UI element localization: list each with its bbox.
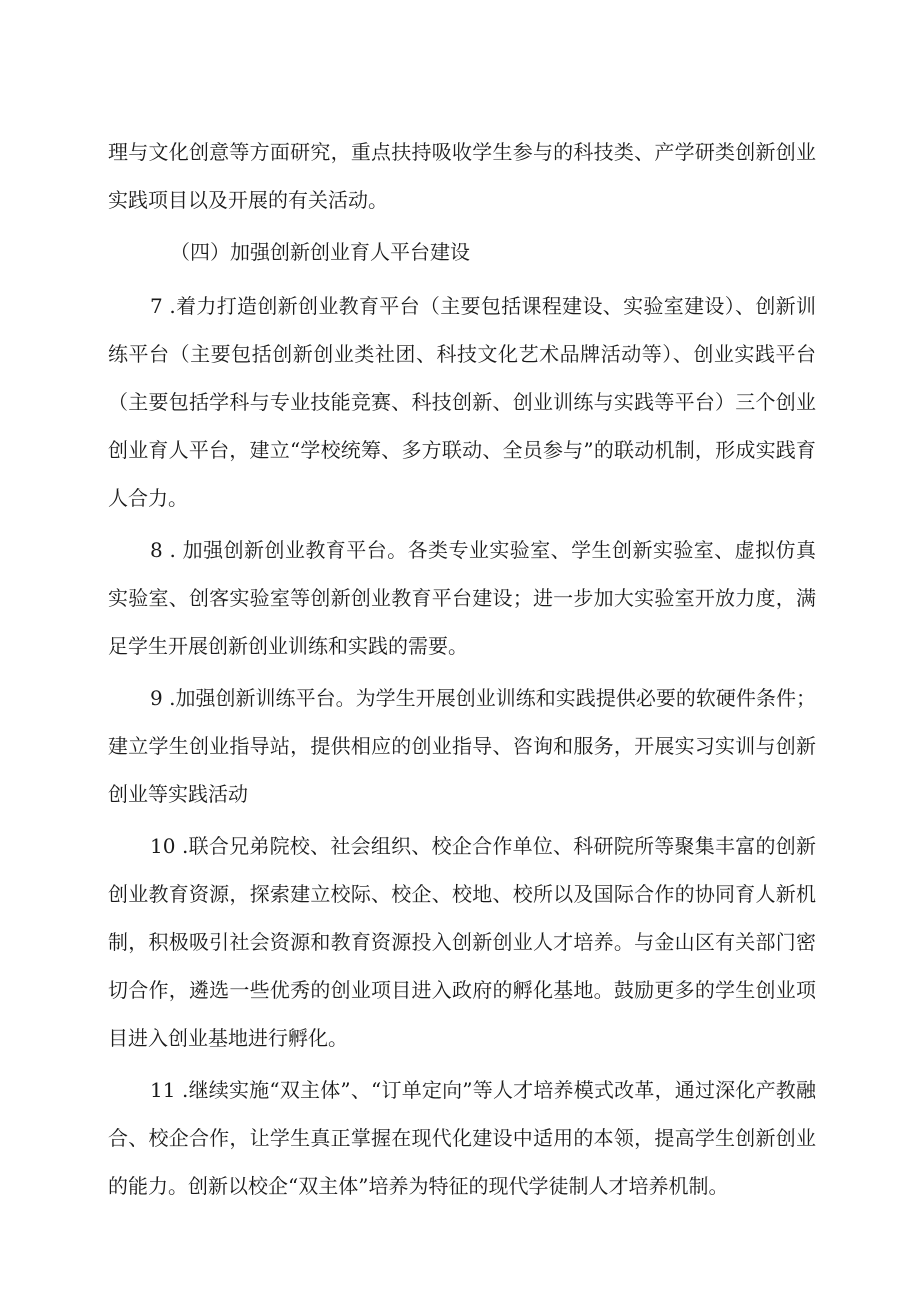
paragraph-item-8: 8 . 加强创新创业教育平台。各类专业实验室、学生创新实验室、虚拟仿真实验室、创客实验室等创新创业教育平台建设；进一步加大实验室开放力度，满足学生开展创新创业训练和实践的需要。 (108, 538, 816, 658)
paragraph-item-11: 11 .继续实施“双主体”、“订单定向”等人才培养模式改革，通过深化产教融合、校企合作，让学生真正掌握在现代化建设中适用的本领，提高学生创新创业的能力。创新以校企“双主体”培养为特征的现代学徒制人才培养机制。 (108, 1078, 816, 1198)
paragraph-item-9: 9 .加强创新训练平台。为学生开展创业训练和实践提供必要的软硬件条件；建立学生创业指导站，提供相应的创业指导、咨询和服务，开展实习实训与创新创业等实践活动 (108, 686, 816, 806)
paragraph-item-7: 7 .着力打造创新创业教育平台（主要包括课程建设、实验室建设）、创新训练平台（主要包括创新创业类社团、科技文化艺术品牌活动等）、创业实践平台（主要包括学科与专业技能竞赛、科技创新、创业训练与实践等平台）三个创业创业育人平台，建立“学校统筹、多方联动、全员参与”的联动机制，形成实践育人合力。 (108, 294, 816, 510)
document-body (108, 128, 816, 1214)
paragraph-item-10: 10 .联合兄弟院校、社会组织、校企合作单位、科研院所等聚集丰富的创新创业教育资源，探索建立校际、校企、校地、校所以及国际合作的协同育人新机制，积极吸引社会资源和教育资源投入创新创业人才培养。与金山区有关部门密切合作，遴选一些优秀的创业项目进入政府的孵化基地。鼓励更多的学生创业项目进入创业基地进行孵化。 (108, 834, 816, 1050)
section-heading: （四）加强创新创业育人平台建设 (170, 240, 470, 264)
paragraph-continuation: 理与文化创意等方面研究，重点扶持吸收学生参与的科技类、产学研类创新创业实践项目以及开展的有关活动。 (108, 140, 816, 212)
